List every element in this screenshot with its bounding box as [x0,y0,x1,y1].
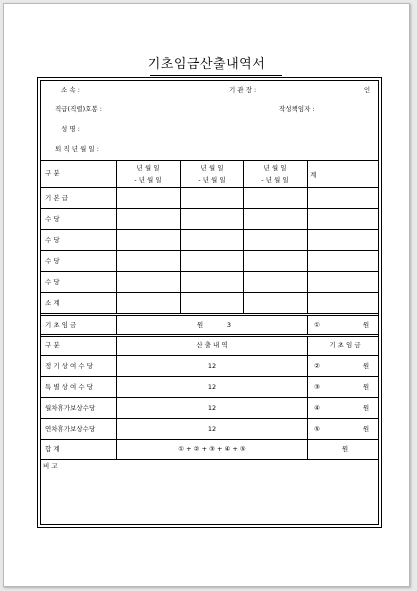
seal-mark: 인 [363,86,371,94]
row-allowance-3: 수 당 [45,257,60,265]
calc-total-formula: ① + ② + ③ + ④ + ⑤ [178,445,246,453]
row-allowance-4: 수 당 [45,278,60,286]
name-label: 성 명 : [61,125,80,133]
form-frame [37,77,382,528]
base-wage-mark: ① [314,321,320,329]
calc-row-label: 특 별 상 여 수 당 [45,383,94,391]
calc-row-mark: ② [314,362,320,370]
calc-row-value: 12 [207,425,217,433]
period-col-1-end: - 년 월 일 [134,176,162,184]
calc-row-label: 정 기 상 여 수 당 [45,362,94,370]
period-col-2-start: 년 월 일 [200,164,224,172]
base-wage-label: 기 초 임 금 [45,321,77,329]
preparer-label: 작성책임자 : [279,105,315,113]
period-col-3-start: 년 월 일 [263,164,287,172]
period-header-gubun: 구 분 [45,169,60,177]
row-base-pay: 기 본 급 [45,194,68,202]
base-wage-unit: 원 [196,321,204,329]
retire-date-label: 퇴 직 년 월 일 : [55,145,99,153]
calc-row-unit: 원 [362,383,370,391]
calc-row-unit: 원 [362,404,370,412]
calc-row-mark: ③ [314,383,320,391]
period-col-1-start: 년 월 일 [136,164,160,172]
employer-label: 기 관 장 : [229,86,257,94]
calc-header-detail: 산 출 내 역 [196,341,228,349]
calc-row-value: 12 [207,362,217,370]
calc-total-label: 합 계 [45,445,60,453]
calc-header-gubun: 구 분 [45,341,60,349]
calc-row-value: 12 [207,383,217,391]
row-allowance-2: 수 당 [45,236,60,244]
calc-row-mark: ④ [314,404,320,412]
affiliation-label: 소 속 : [61,86,80,94]
period-col-3-end: - 년 월 일 [261,176,289,184]
document-title: 기초임금산출내역서 [147,57,266,72]
row-allowance-1: 수 당 [45,215,60,223]
calc-total-unit: 원 [341,445,349,453]
calc-row-mark: ⑤ [314,425,320,433]
calc-row-value: 12 [207,404,217,412]
calc-header-base: 기 초 임 금 [329,341,361,349]
period-header-total: 계 [310,171,317,179]
base-wage-num: 3 [226,321,232,329]
base-wage-unit2: 원 [362,321,370,329]
calc-row-unit: 원 [362,362,370,370]
form-inner [40,80,379,525]
remarks-label: 비 고 [43,462,58,470]
rank-label: 직급(직렬)호봉 : [55,105,103,113]
calc-row-unit: 원 [362,425,370,433]
info-divider [41,160,378,161]
calc-row-label: 월차휴가보상수당 [45,404,96,412]
calc-row-label: 연차휴가보상수당 [45,425,96,433]
period-col-2-end: - 년 월 일 [198,176,226,184]
title-underline [150,75,282,76]
row-subtotal: 소 계 [45,299,60,307]
